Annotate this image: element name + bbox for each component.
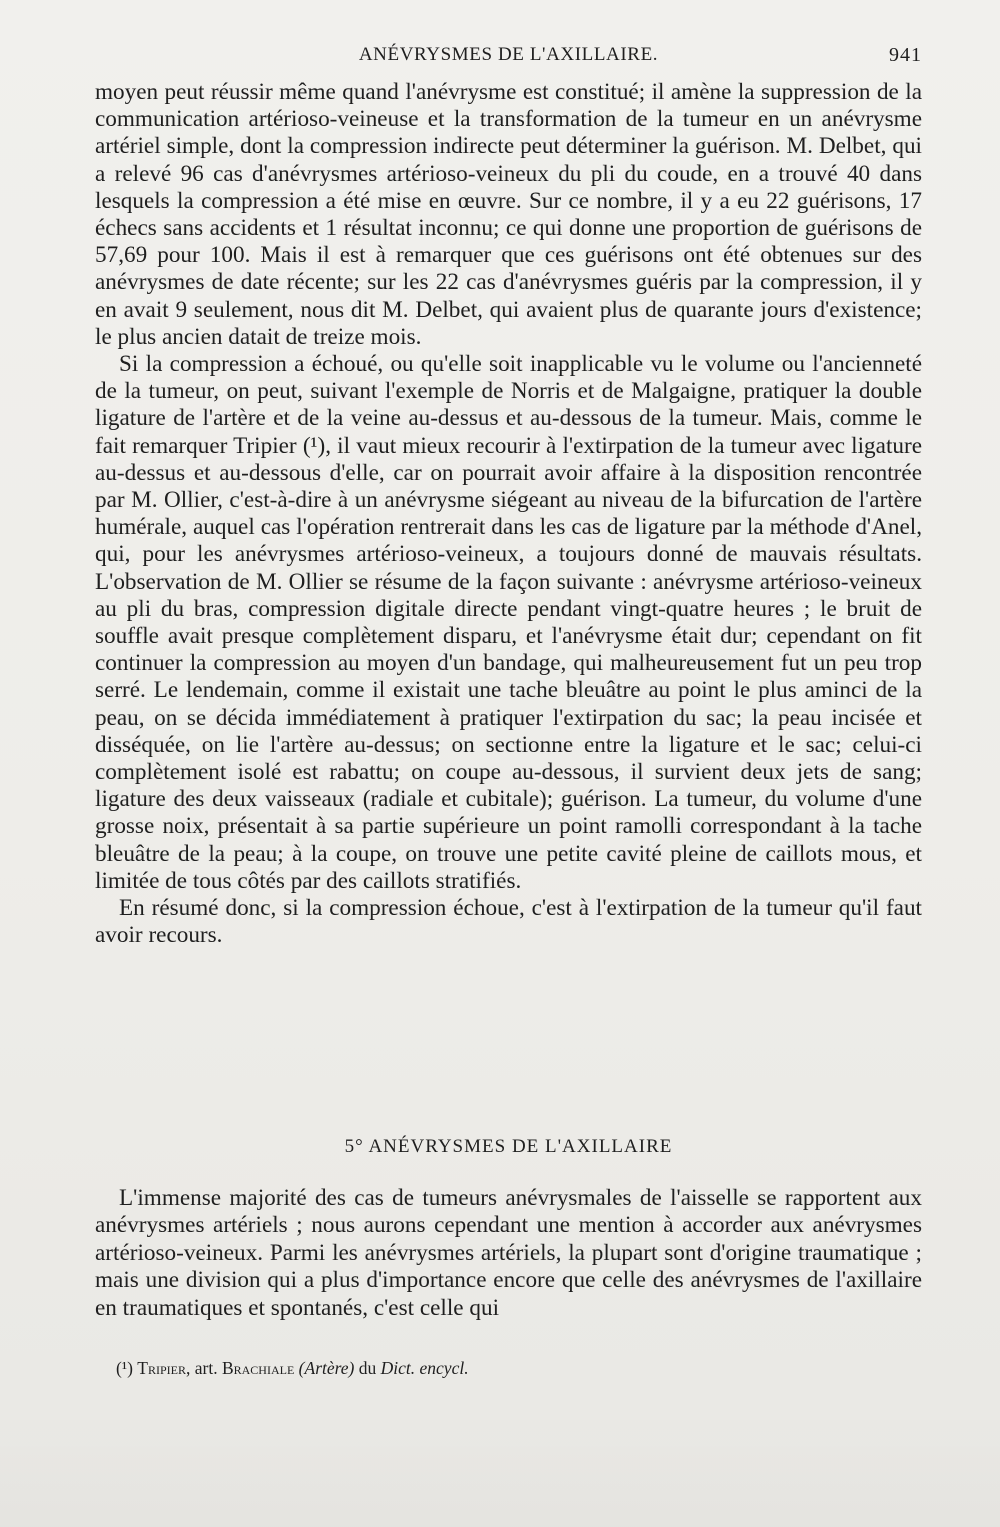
paragraph-axillary-intro: L'immense majorité des cas de tumeurs anévrysmales de l'aisselle se rapportent aux anévrysmes artériels ; nous aurons cependant une mention à accorder aux anévrysmes artérioso-veineux. Parmi les anévrysmes artériels, la plupart sont d'origine traumatique ; mais une division qui a plus d'importance encore que celle des anévrysmes de l'axillaire en traumatiques et spontanés, c'est celle qui <box>95 1185 922 1321</box>
footnote-text-2: du <box>354 1358 381 1378</box>
footnote-author: Tripier <box>137 1358 186 1378</box>
paragraph-extirpation: Si la compression a échoué, ou qu'elle soit inapplicable vu le volume ou l'ancienneté de la tumeur, on peut, suivant l'exemple de Norris et de Malgaigne, pratiquer la double ligature de l'artère et de la veine au-dessus et au-dessous de la tumeur. Mais, comme le fait remarquer Tripier (¹), il vaut mieux recourir à l'extirpation de la tumeur avec ligature au-dessus et au-dessous d'elle, car on pourrait avoir affaire à la disposition rencontrée par M. Ollier, c'est-à-dire à un anévrysme siégeant au niveau de la bifurcation de l'artère humérale, auquel cas l'opération rentrerait dans les cas de ligature par la méthode d'Anel, qui, pour les anévrysmes artérioso-veineux, a toujours donné de mauvais résultats. L'observation de M. Ollier se résume de la façon suivante : anévrysme artérioso-veineux au pli du bras, compression digitale directe pendant vingt-quatre heures ; le bruit de souffle avait presque complètement disparu, et l'anévrysme était dur; cependant on fit continuer la compression au moyen d'un bandage, qui malheureusement fut un peu trop serré. Le lendemain, comme il existait une tache bleuâtre au point le plus aminci de la peau, on se décida immédiatement à pratiquer l'extirpation du sac; la peau incisée et disséquée, on lie l'artère au-dessus; on sectionne entre la ligature et le sac; celui-ci complètement isolé est rabattu; on coupe au-dessous, il survient deux jets de sang; ligature des deux vaisseaux (radiale et cubitale); guérison. La tumeur, du volume d'une grosse noix, présentait à sa partie supérieure un point ramolli correspondant à la tache bleuâtre de la peau; à la coupe, on trouve une petite cavité pleine de caillots mous, et limitée de tous côtés par des caillots stratifiés. <box>95 351 922 894</box>
running-title: ANÉVRYSMES DE L'AXILLAIRE. <box>358 44 659 65</box>
main-text <box>95 79 922 950</box>
page-shading <box>0 1407 1000 1527</box>
paragraph-summary: En résumé donc, si la compression échoue, c'est à l'extirpation de la tumeur qu'il faut avoir recours. <box>95 895 922 949</box>
paragraph-continuation: moyen peut réussir même quand l'anévrysme est constitué; il amène la suppression de la communication artérioso-veineuse et la transformation de la tumeur en un anévrysme artériel simple, dont la compression indirecte peut déterminer la guérison. M. Delbet, qui a relevé 96 cas d'anévrysmes artérioso-veineux du pli du coude, en a trouvé 40 dans lesquels la compression a été mise en œuvre. Sur ce nombre, il y a eu 22 guérisons, 17 échecs sans accidents et 1 résultat inconnu; ce qui donne une proportion de guérisons de 57,69 pour 100. Mais il est à remarquer que ces guérisons ont été obtenues sur des anévrysmes de date récente; sur les 22 cas d'anévrysmes guéris par la compression, il y en avait 9 seulement, nous dit M. Delbet, qui avaient plus de quarante jours d'existence; le plus ancien datait de treize mois. <box>95 79 922 350</box>
footnote-term-note: (Artère) <box>298 1358 355 1378</box>
footnote <box>116 1358 469 1379</box>
running-head <box>95 44 922 74</box>
footnote-source: Dict. encycl. <box>380 1358 469 1378</box>
page-number: 941 <box>889 44 922 66</box>
footnote-term: Brachiale <box>221 1358 295 1378</box>
footnote-text-1: , art. <box>185 1358 222 1378</box>
footnote-marker: (¹) <box>116 1358 133 1378</box>
section-text <box>95 1185 922 1322</box>
section-heading: 5° ANÉVRYSMES DE L'AXILLAIRE <box>344 1136 673 1157</box>
